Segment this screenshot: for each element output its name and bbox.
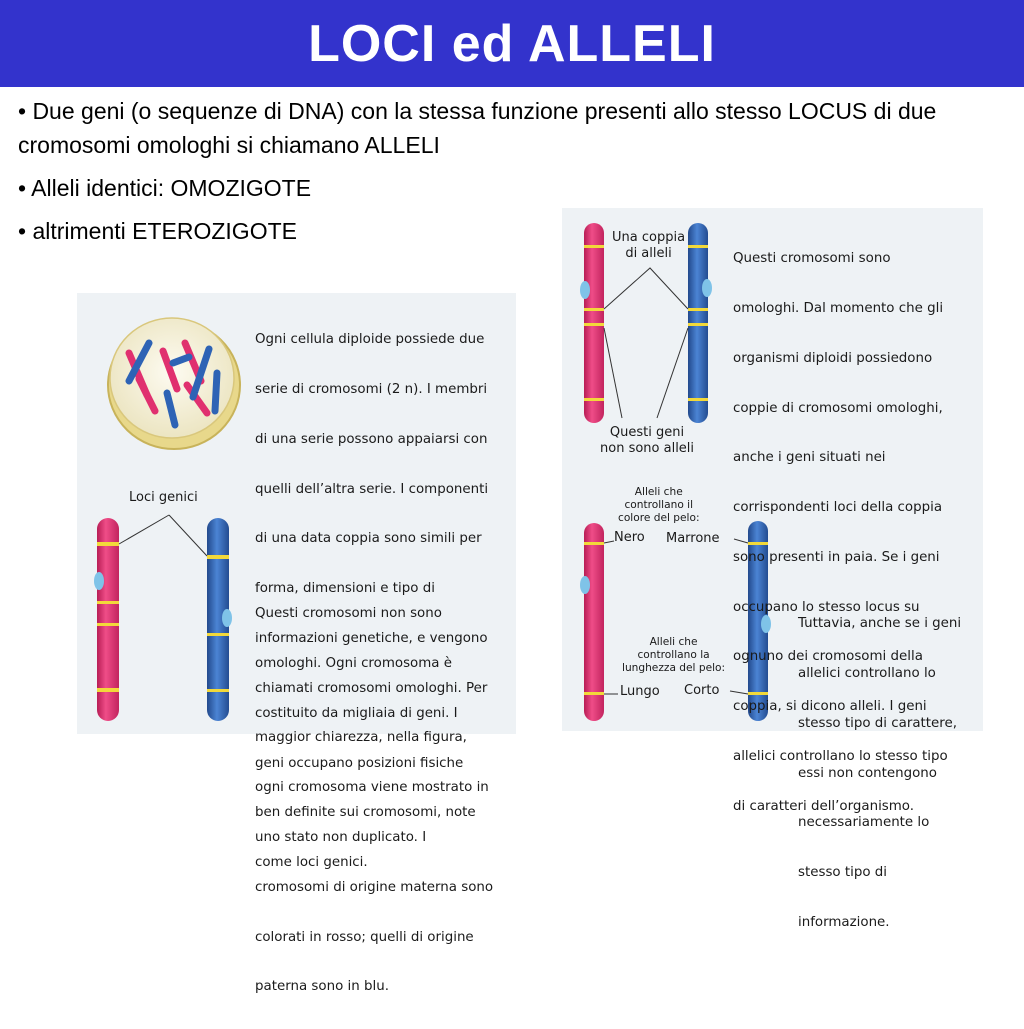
- allele-black-label: Nero: [614, 530, 645, 545]
- allele-leader-lines: [604, 268, 688, 418]
- bullet-item: • Alleli identici: OMOZIGOTE: [18, 175, 312, 201]
- text-line: quelli dell’altra serie. I componenti: [255, 481, 489, 497]
- allele-brown-label: Marrone: [666, 531, 720, 546]
- text-line: ognuno dei cromosomi della: [733, 649, 923, 665]
- text-line: forma, dimensioni e tipo di: [255, 581, 435, 597]
- text-line: di una data coppia sono simili per: [255, 531, 482, 547]
- text-line: ben definite sui cromosomi, note: [255, 805, 476, 821]
- text-line: paterna sono in blu.: [255, 979, 389, 995]
- maternal-chromosome: [580, 523, 604, 721]
- text-line: essi non contengono: [798, 765, 937, 781]
- loci-genici-label: Loci genici: [129, 490, 198, 505]
- text-line: organismi diploidi possiedono: [733, 350, 933, 366]
- text-line: omologhi. Ogni cromosoma è: [255, 655, 452, 671]
- text-line: Tuttavia, anche se i geni: [798, 616, 962, 632]
- text-line: informazione.: [798, 914, 890, 930]
- text-line: Ogni cellula diploide possiede due: [255, 332, 485, 348]
- text-line: sono presenti in paia. Se i geni: [733, 549, 940, 565]
- paternal-chromosome: [688, 223, 712, 423]
- text-line: Questi cromosomi non sono: [255, 606, 442, 622]
- text-line: coppia, si dicono alleli. I geni: [733, 699, 927, 715]
- text-line: allelici controllano lo stesso tipo: [733, 749, 948, 764]
- cell-icon: [108, 318, 240, 449]
- slide-title: LOCI ed ALLELI: [308, 14, 716, 73]
- title-bar: [0, 0, 1024, 87]
- text-line: stesso tipo di carattere,: [798, 715, 957, 731]
- maternal-chromosome: [94, 518, 119, 721]
- text-line: omologhi. Dal momento che gli: [733, 300, 944, 316]
- bullet-item: • Due geni (o sequenze di DNA) con la stessa funzione presenti allo stesso LOCUS di due cromosomi omologhi si chiamano ALLELI: [18, 98, 937, 158]
- text-line: chiamati cromosomi omologhi. Per: [255, 680, 488, 696]
- text-line: come loci genici.: [255, 855, 368, 871]
- text-line: informazioni genetiche, e vengono: [255, 630, 488, 646]
- not-alleles-label: Questi geni non sono alleli: [600, 425, 695, 456]
- text-line: anche i geni situati nei: [733, 450, 886, 466]
- text-line: uno stato non duplicato. I: [255, 830, 427, 845]
- text-line: geni occupano posizioni fisiche: [255, 755, 464, 771]
- text-line: colorati in rosso; quelli di origine: [255, 929, 474, 945]
- text-line: di una serie possono appaiarsi con: [255, 431, 488, 447]
- text-line: coppie di cromosomi omologhi,: [733, 400, 943, 416]
- allele-short-label: Corto: [684, 683, 720, 698]
- text-line: stesso tipo di: [798, 865, 888, 881]
- text-line: Questi cromosomi sono: [733, 251, 891, 267]
- left-caption: [255, 573, 476, 905]
- left-figure-panel: [77, 293, 516, 995]
- text-line: maggior chiarezza, nella figura,: [255, 730, 467, 746]
- right-caption: [798, 583, 961, 965]
- text-line: ogni cromosoma viene mostrato in: [255, 780, 489, 796]
- maternal-chromosome: [580, 223, 604, 423]
- right-figure-panel: [562, 208, 983, 930]
- text-line: occupano lo stesso locus su: [733, 599, 920, 615]
- text-line: corrispondenti loci della coppia: [733, 500, 943, 516]
- allele-long-label: Lungo: [620, 684, 660, 699]
- text-line: cromosomi di origine materna sono: [255, 879, 494, 895]
- bullet-item: • altrimenti ETEROZIGOTE: [18, 218, 297, 244]
- text-line: costituito da migliaia di geni. I: [255, 705, 458, 721]
- text-line: di caratteri dell’organismo.: [733, 798, 915, 814]
- allele-pair-label: Una coppia di alleli: [612, 230, 686, 261]
- fur-length-label: Alleli che controllano la lunghezza del pelo:: [622, 636, 726, 674]
- text-line: necessariamente lo: [798, 815, 930, 831]
- text-line: allelici controllano lo: [798, 665, 936, 681]
- coat-color-label: Alleli che controllano il colore del pelo:: [618, 486, 700, 524]
- text-line: serie di cromosomi (2 n). I membri: [255, 381, 488, 397]
- paternal-chromosome: [207, 518, 232, 721]
- loci-leader-lines: [119, 515, 207, 556]
